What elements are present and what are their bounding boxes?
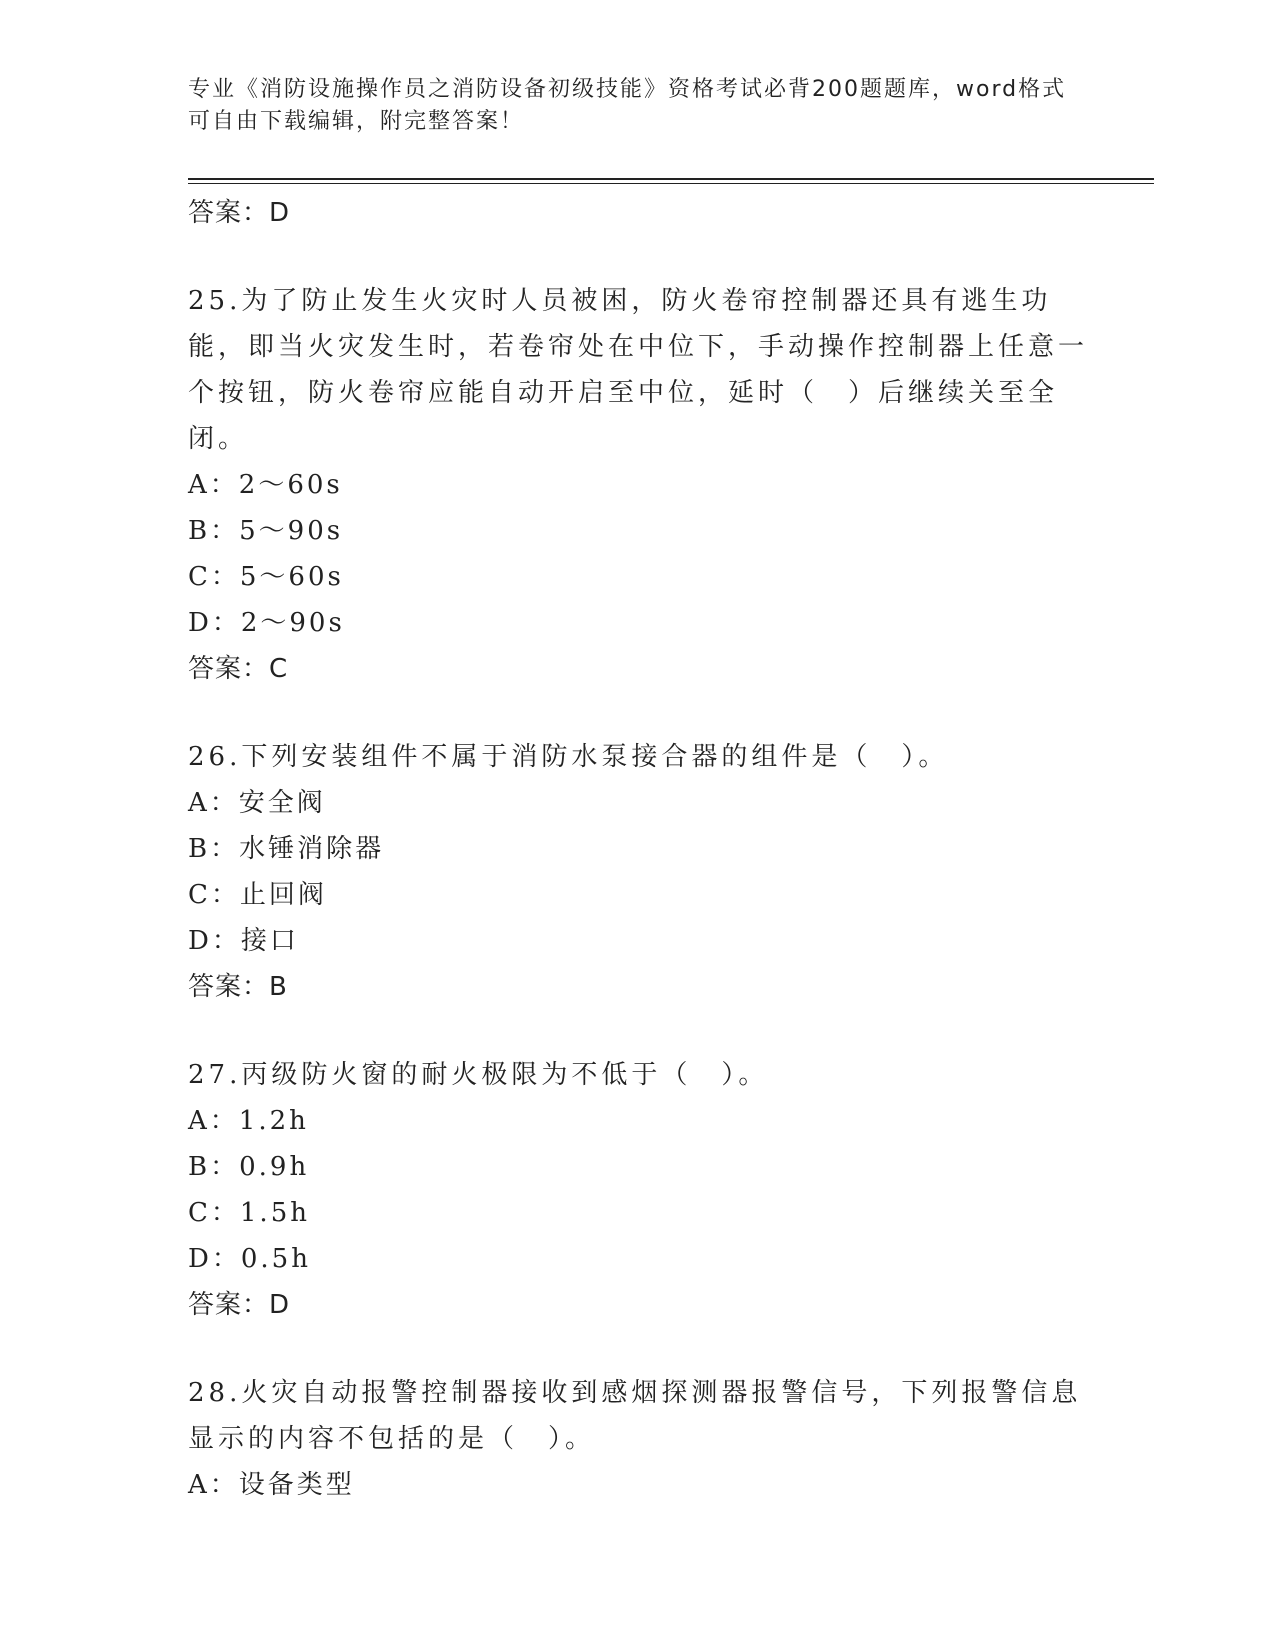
option-c: C：1.5h (188, 1198, 310, 1228)
question-stem: 26.下列安装组件不属于消防水泵接合器的组件是（ ）。 (188, 742, 949, 772)
answer-line: 答案：B (188, 972, 288, 1002)
option-a: A：设备类型 (188, 1470, 355, 1500)
option-a: A：2～60s (188, 470, 343, 500)
option-c: C：止回阀 (188, 880, 327, 910)
option-d: D：2～90s (188, 608, 345, 638)
header-divider-thin (188, 183, 1154, 184)
answer-line: 答案：C (188, 654, 289, 684)
question-stem: 27.丙级防火窗的耐火极限为不低于（ ）。 (188, 1060, 769, 1090)
option-b: B：5～90s (188, 516, 344, 546)
option-d: D：接口 (188, 926, 299, 956)
answer-line: 答案：D (188, 198, 291, 228)
option-a: A：1.2h (188, 1106, 309, 1136)
option-b: B：0.9h (188, 1152, 310, 1182)
option-b: B：水锤消除器 (188, 834, 385, 864)
answer-line: 答案：D (188, 1290, 291, 1320)
option-c: C：5～60s (188, 562, 344, 592)
document-header: 专业《消防设施操作员之消防设备初级技能》资格考试必背200题题库，word格式可自由下载编辑，附完整答案！ (188, 77, 1067, 134)
question-stem: 25.为了防止发生火灾时人员被困，防火卷帘控制器还具有逃生功能，即当火灾发生时，若卷帘处在中位下，手动操作控制器上任意一个按钮，防火卷帘应能自动开启至中位，延时（ ）后继续关至全闭。 (188, 286, 1089, 454)
option-a: A：安全阀 (188, 788, 326, 818)
header-divider-thick (188, 178, 1154, 180)
question-stem: 28.火灾自动报警控制器接收到感烟探测器报警信号，下列报警信息显示的内容不包括的是（ ）。 (188, 1378, 1082, 1454)
question-list (188, 190, 1088, 1508)
option-d: D：0.5h (188, 1244, 311, 1274)
